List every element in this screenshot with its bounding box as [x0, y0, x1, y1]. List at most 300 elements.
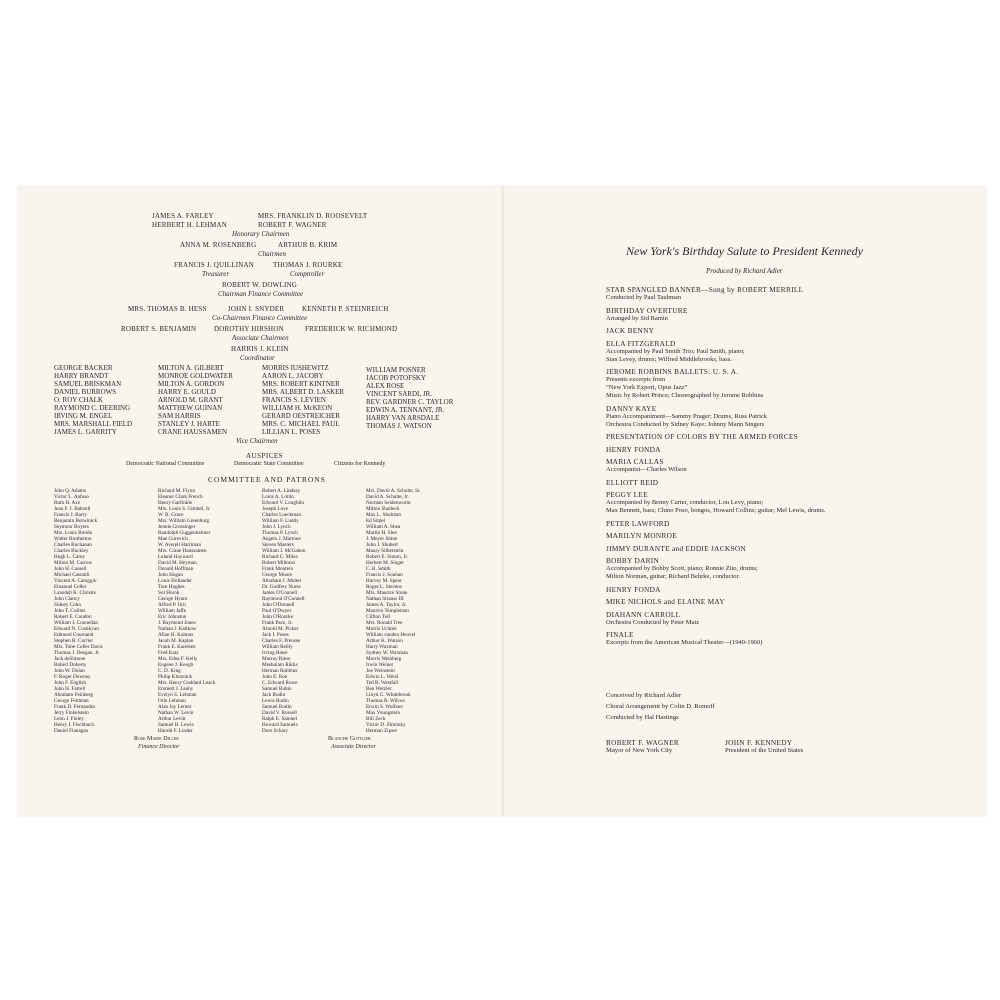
patron-name: Leland Hayward: [158, 554, 193, 560]
patron-name: C. D. King: [158, 668, 181, 674]
patron-name: Ralph E. Samuel: [262, 716, 298, 722]
patron-name: Mrs. David A. Schulte, Sr.: [366, 488, 421, 494]
program-item: [606, 326, 886, 335]
patron-name: Harold F. Linder: [158, 728, 193, 734]
program-item-heading: PETER LAWFORD: [606, 518, 670, 528]
patron-name: Victor L. Anfuso: [54, 494, 89, 500]
vice-chairman: MATTHEW GUINAN: [158, 404, 223, 412]
officer-caption: Treasurer: [202, 270, 230, 278]
vice-chairman: VINCENT SARDI, JR.: [366, 390, 432, 398]
patron-name: Herman Robbins: [262, 668, 298, 674]
patron-name: C. R. Smith: [366, 566, 391, 572]
program-title: New York's Birthday Salute to President Kennedy: [626, 244, 863, 258]
officer-caption: Chairmen: [258, 250, 286, 258]
patron-name: F. Roger Downey: [54, 674, 91, 680]
program-item: [606, 306, 886, 323]
program-item-heading: JEROME ROBBINS BALLETS: U. S. A.: [606, 367, 739, 376]
patron-name: William Jaffe: [158, 608, 187, 614]
program-item-detail: Music by Robert Prince; Choreographed by Jerome Robbins: [606, 392, 764, 399]
program-item-heading: BIRTHDAY OVERTURE: [606, 305, 688, 315]
director-name: Rose Marie Diller: [134, 736, 179, 742]
program-list: [606, 285, 886, 647]
officer-name: ANNA M. ROSENBERG: [180, 241, 257, 249]
auspice-item: Democratic National Committee: [126, 461, 205, 467]
vice-chairmen-column: [158, 364, 233, 436]
patron-name: Robert E. Condon: [54, 614, 92, 620]
patron-name: Hugh L. Carey: [54, 554, 85, 560]
vice-chairman: SAM HARRIS: [158, 412, 201, 420]
officer-name: FRANCIS J. QUILLINAN: [174, 261, 255, 269]
patron-name: Alfred P. Ilch: [158, 602, 186, 608]
patron-name: Francis J. Barry: [54, 512, 87, 518]
patron-name: Richard C. Miles: [262, 554, 298, 560]
patron-name: Donald Hoffman: [158, 566, 194, 572]
patron-name: Mrs. Edna F. Kelly: [158, 656, 198, 662]
patron-name: Ruth H. Axe: [54, 500, 81, 506]
patron-name: David A. Schulte, Jr.: [366, 494, 409, 500]
patron-name: Jerry Finkelstein: [54, 710, 89, 716]
program-item-heading: JIMMY DURANTE and EDDIE JACKSON: [606, 543, 746, 553]
program-item-detail: Stan Levey, drums; Wilfred Middlebrooks, bass.: [606, 355, 732, 363]
patron-name: Mrs. Tobe Coller Davis: [54, 644, 103, 650]
patron-name: John H. Farrell: [54, 686, 86, 692]
program-item-detail: Max Bennett, bass; Chino Poso, bongos, Howard Collins; guitar; Mel Lewis, drums.: [606, 507, 826, 514]
program-item-detail: Orchestra Conducted by Peter Matz: [606, 618, 700, 626]
vice-chairman: AARON L. JACOBY: [262, 372, 324, 380]
patron-name: Jack deSimone: [54, 656, 86, 662]
patron-name: Thomas P. Lynch: [262, 530, 298, 536]
vice-chairman: GERARD OESTREICHER: [262, 412, 340, 420]
program-item: [606, 544, 886, 553]
patron-name: Bill Zeck: [366, 716, 386, 722]
patron-name: W. Averell Harriman: [158, 542, 202, 548]
officer-name: FREDERICK W. RICHMOND: [305, 325, 398, 333]
vice-chairman: IRVING M. ENGEL: [54, 412, 113, 420]
patron-name: Henry J. Fischbach: [54, 722, 94, 728]
patron-name: Evelyn S. Lehman: [158, 692, 197, 698]
patrons-column: [262, 488, 305, 734]
patron-name: Dr. Godfrey Nurse: [262, 584, 301, 590]
patron-name: Dore Schary: [262, 728, 289, 734]
patron-name: George Feldman: [54, 698, 89, 704]
vice-chairman: GEORGE BACKER: [54, 364, 113, 372]
patron-name: Charles Buckley: [54, 548, 89, 554]
patron-name: Louis Hollander: [158, 578, 192, 584]
patron-name: Edwin L. Weisl: [366, 674, 399, 680]
patron-name: Sydney W. Waxman: [366, 650, 408, 656]
credit-line: Conducted by Hal Hastings: [606, 714, 679, 721]
officer-name: HERBERT H. LEHMAN: [152, 221, 227, 229]
patron-name: William F. Luddy: [262, 518, 299, 524]
patron-name: Richard M. Flynn: [158, 488, 196, 494]
patron-name: Seymour Boyers: [54, 524, 89, 530]
patron-name: Robert Doherty: [54, 662, 87, 668]
patron-name: Paul O'Dwyer: [262, 608, 292, 614]
program-item-detail: Accompanied by Bobby Scott, piano; Ronnie Zito, drums;: [606, 565, 758, 572]
patron-name: Joe Weinstein: [366, 668, 395, 674]
program-item-heading: MARIA CALLAS: [606, 457, 664, 466]
vice-chairman: MILTON A. GILBERT: [158, 364, 224, 372]
patron-name: Edward N. Costikyan: [54, 626, 99, 632]
officer-name: HARRIS J. KLEIN: [231, 345, 289, 353]
vice-chairman: FRANCIS S. LEVIEN: [262, 396, 326, 404]
program-item-detail: Conducted by Paul Taubman: [606, 294, 682, 301]
program-item: [606, 610, 886, 627]
vice-chairman: ALEX ROSE: [366, 382, 405, 390]
program-item-heading: ELLA FITZGERALD: [606, 338, 676, 348]
patron-name: John J. Lynch: [262, 524, 291, 530]
patron-name: Mrs. Crane Haussamen: [158, 548, 207, 554]
patron-name: Samuel Rudin: [262, 704, 292, 710]
patrons-column: [158, 488, 215, 734]
patron-name: William A. Shea: [366, 524, 401, 530]
program-item-heading: FINALE: [606, 630, 634, 639]
patron-name: Samuel Rubin: [262, 686, 292, 692]
credit-line: Choral Arrangement by Colin D. Romoff: [606, 703, 715, 710]
patron-name: C. Edward Rowe: [262, 680, 298, 686]
program-item: [606, 519, 886, 528]
patron-name: Sol Hurok: [158, 590, 180, 596]
auspice-item: Democratic State Committee: [234, 461, 304, 467]
patron-name: Frank Pace, Jr.: [262, 620, 293, 626]
vice-chairman: MRS. C. MICHAEL PAUL: [262, 420, 340, 428]
officer-name: JAMES A. FARLEY: [152, 212, 214, 220]
credits-list: [606, 690, 886, 723]
patron-name: Clifton Toll: [366, 614, 391, 620]
patron-name: Irving Riese: [262, 650, 288, 656]
patron-name: Angelo J. Martone: [262, 536, 301, 542]
vice-chairman: HARRY VAN ARSDALE: [366, 414, 440, 422]
patrons-column: [54, 488, 103, 734]
officer-caption: Honorary Chairmen: [232, 230, 290, 238]
patron-name: Victor D. Zimirsky: [366, 722, 406, 728]
patron-name: John E. Roe: [262, 674, 288, 680]
committee-heading: COMMITTEE AND PATRONS: [208, 475, 326, 484]
vice-chairman: RAYMOND C. DEERING: [54, 404, 131, 412]
vice-chairman: MORRIS IUSHEWITZ: [262, 364, 329, 372]
patron-name: Jacob M. Kaplan: [158, 638, 194, 644]
patron-name: David V. Russell: [262, 710, 297, 716]
program-item-detail: Accompanied by Benny Carter, conductor, Lou Levy, piano;: [606, 499, 764, 506]
patron-name: Philip Klutznick: [158, 674, 193, 680]
director-caption: Associate Director: [331, 744, 376, 750]
patron-name: John Hogan: [158, 572, 183, 578]
patron-name: John Clancy: [54, 596, 80, 602]
patron-name: Frank D. Fernandez: [54, 704, 96, 710]
signer-name: JOHN F. KENNEDY: [725, 738, 793, 747]
patron-name: Mrs. Henry Goddard Leach: [158, 680, 216, 686]
patron-name: Charles Buchanan: [54, 542, 92, 548]
patron-name: Robert E. Simon, Jr.: [366, 554, 409, 560]
program-item-detail: Presents excerpts from: [606, 376, 666, 383]
patron-name: Norman Seidenwurm: [366, 500, 411, 506]
patron-name: Frank E. Karelsen: [158, 644, 196, 650]
program-item-heading: HENRY FONDA: [606, 444, 661, 454]
vice-chairman: MRS. ALBERT D. LASKER: [262, 388, 345, 396]
patron-name: Eleanor Clark French: [158, 494, 203, 500]
patron-name: Milton M. Carrow: [54, 560, 93, 566]
patron-name: Max L. Shulman: [366, 512, 402, 518]
program-item-detail: Orchestra Conducted by Sidney Kaye; Johnny Mann Singers: [606, 420, 765, 428]
patron-name: William Reilly: [262, 644, 293, 650]
program-item-heading: PRESENTATION OF COLORS BY THE ARMED FORCES: [606, 432, 799, 441]
officer-name: DOROTHY HIRSHON: [214, 325, 284, 333]
patron-name: David M. Heyman: [158, 560, 197, 566]
patron-name: Howard Samuels: [262, 722, 298, 728]
vice-chairman: REV. GARDNER C. TAYLOR: [366, 398, 454, 406]
patron-name: Orin Lehman: [158, 698, 186, 704]
vice-chairman: WILLIAM H. McKEON: [262, 404, 333, 412]
vice-chairman: HARRY E. GOULD: [158, 388, 216, 396]
program-item-heading: MARILYN MONROE: [606, 531, 677, 540]
patron-name: Mrs. Louis S. Gimbel, Jr.: [158, 506, 211, 512]
program-item-detail: Piano Accompaniment—Sammy Prager; Drums, Russ Patrick: [606, 412, 768, 420]
officer-name: ROBERT F. WAGNER: [258, 221, 327, 229]
program-item: [606, 490, 886, 515]
patron-name: Robert Millonzi: [262, 560, 296, 566]
patron-name: Samuel B. Lewis: [158, 722, 194, 728]
patron-name: Mrs. Louis Breido: [54, 530, 93, 536]
patron-name: Lloyd G. Whitebrook: [366, 692, 411, 698]
program-item-detail: Accompanied by Paul Smith Trio; Paul Smith, piano;: [606, 347, 745, 355]
program-item: [606, 404, 886, 429]
patron-name: John W. Dolan: [54, 668, 85, 674]
patron-name: Leon J. Finley: [54, 716, 84, 722]
program-item: [606, 432, 886, 441]
patron-name: Emanuel Celler: [54, 584, 87, 590]
patron-name: Lewis Rudin: [262, 698, 289, 704]
patron-name: James O'Connell: [262, 590, 298, 596]
patron-name: John T. Collins: [54, 608, 86, 614]
vice-chairman: ARNOLD M. GRANT: [158, 396, 223, 404]
patron-name: Tom Hughes: [158, 584, 185, 590]
vice-chairman: SAMUEL BRISKMAN: [54, 380, 122, 388]
patron-name: Francis J. Souhan: [366, 572, 403, 578]
patron-name: Meshulam Riklis: [262, 662, 298, 668]
patron-name: John O'Donnell: [262, 602, 295, 608]
patron-name: Vincent A. Catoggio: [54, 578, 97, 584]
auspices-heading: AUSPICES: [246, 452, 284, 460]
patron-name: Maurice Templeman: [366, 608, 409, 614]
patron-name: Harvey M. Spear: [366, 578, 402, 584]
producer-credit: Produced by Richard Adler: [706, 267, 783, 275]
program-item: [606, 367, 886, 400]
patron-name: William J. Connellan: [54, 620, 99, 626]
patron-name: Herman Zipser: [366, 728, 398, 734]
patron-name: John F. English: [54, 680, 87, 686]
patron-name: Mrs. Maurice Stone: [366, 590, 408, 596]
signer-role: President of the United States: [725, 747, 804, 754]
patron-name: Jean F. J. Baltzell: [54, 506, 91, 512]
patron-name: W. R. Grace: [158, 512, 184, 518]
patron-name: John H. Cassell: [54, 566, 87, 572]
program-item-heading: PEGGY LEE: [606, 490, 648, 499]
vice-chairmen-column: [54, 364, 132, 436]
patron-name: Ted B. Westfall: [366, 680, 399, 686]
patron-name: John Q. Adams: [54, 488, 86, 494]
patron-name: Irwin Weiner: [366, 662, 394, 668]
vice-chairman: WILLIAM POSNER: [366, 366, 426, 374]
officer-name: MRS. THOMAS B. HESS: [128, 305, 207, 313]
patron-name: Ed Sitpel: [366, 518, 386, 524]
program-item: [606, 531, 886, 540]
officer-caption: Associate Chairmen: [232, 334, 289, 342]
patron-name: Mae Gurevich: [158, 536, 188, 542]
officer-caption: Vice Chairmen: [236, 437, 278, 445]
officer-caption: Co-Chairmen Finance Committee: [212, 314, 308, 322]
patron-name: Mrs. William Greenburg: [158, 518, 210, 524]
patron-name: Nathan Strauss III: [366, 596, 404, 602]
patron-name: Charles Lueckman: [262, 512, 302, 518]
patron-name: Milton Shalleck: [366, 506, 400, 512]
patron-name: Nathan I. Kalikow: [158, 626, 197, 632]
patron-name: Murray Riese: [262, 656, 291, 662]
patron-name: Michael Castaldi: [54, 572, 90, 578]
program-item-heading: STAR SPANGLED BANNER—Sung by ROBERT MERRILL: [606, 285, 804, 294]
patron-name: Frank Montero: [262, 566, 294, 572]
patron-name: Mrs. Ronald Tree: [366, 620, 403, 626]
vice-chairman: CRANE HAUSSAMEN: [158, 428, 228, 436]
program-item-detail: Milton Norman, guitar; Richard Behrke, conductor.: [606, 573, 740, 580]
vice-chairman: EDWIN A. TENNANT, JR.: [366, 406, 445, 414]
patron-name: Arthur Levitt: [158, 716, 186, 722]
officer-caption: Coordinator: [240, 354, 275, 362]
patron-name: John O'Rourke: [262, 614, 294, 620]
patron-name: Daniel Flanagan: [54, 728, 89, 734]
program-item-heading: ELLIOTT REID: [606, 477, 659, 487]
signer-name: ROBERT F. WAGNER: [606, 738, 680, 747]
patron-name: Maury Silberstein: [366, 548, 404, 554]
program-item-heading: HENRY FONDA: [606, 584, 661, 594]
patron-name: Steven Masters: [262, 542, 294, 548]
patron-name: Arthur K. Watson: [366, 638, 403, 644]
patron-name: Ben Wetzler: [366, 686, 392, 692]
patron-name: Jack I. Poses: [262, 632, 289, 638]
program-item-heading: MIKE NICHOLS and ELAINE MAY: [606, 597, 725, 606]
patron-name: Randolph Guggenheimer: [158, 530, 211, 536]
patron-name: Lansdell K. Christie: [54, 590, 96, 596]
patron-name: Eugene J. Keogh: [158, 662, 194, 668]
patron-name: J. Raymond Jones: [158, 620, 196, 626]
vice-chairman: JACOB POTOFSKY: [366, 374, 426, 382]
patron-name: Alan Jay Lerner: [158, 704, 192, 710]
patron-name: William vanden Heuvel: [366, 632, 416, 638]
program-item-heading: DIAHANN CARROLL: [606, 609, 681, 619]
patron-name: Benjamin Botwinick: [54, 518, 98, 524]
program-item-heading: JACK BENNY: [606, 326, 655, 335]
vice-chairman: O. ROY CHALK: [54, 396, 103, 404]
patron-name: Jack Rudin: [262, 692, 286, 698]
signer-role: Mayor of New York City: [606, 747, 673, 754]
program-item: [606, 585, 886, 594]
officer-name: THOMAS J. ROURKE: [273, 261, 343, 269]
patron-name: Edward V. Loughlin: [262, 500, 305, 506]
patron-name: Walter Brotherton: [54, 536, 92, 542]
director-name: Blanche Gottlieb: [328, 736, 371, 742]
officer-name: MRS. FRANKLIN D. ROOSEVELT: [258, 212, 368, 220]
patron-name: Allan H. Kalmus: [158, 632, 194, 638]
patrons-column: [366, 488, 421, 734]
patron-name: Eric Johnston: [158, 614, 187, 620]
program-item-heading: DANNY KAYE: [606, 403, 657, 413]
director-caption: Finance Director: [138, 744, 180, 750]
program-item-detail: Excerpts from the American Musical Theater—(1940-1960): [606, 639, 763, 646]
officer-name: ARTHUR B. KRIM: [278, 241, 338, 249]
officer-caption: Comptroller: [290, 270, 325, 278]
officer-name: ROBERT S. BENJAMIN: [121, 325, 197, 333]
patron-name: Martin H. Sher: [366, 530, 398, 536]
patron-name: Stephen R. Currier: [54, 638, 94, 644]
patron-name: Jennie Grossinger: [158, 524, 196, 530]
patron-name: John J. Shubert: [366, 542, 398, 548]
patron-name: Joseph Love: [262, 506, 289, 512]
vice-chairman: JAMES L. GARRITY: [54, 428, 117, 436]
patron-name: Max Youngstein: [366, 710, 401, 716]
patron-name: Fred Katz: [158, 650, 179, 656]
patron-name: Roger L. Stevens: [366, 584, 402, 590]
patron-name: Edmund Cournand: [54, 632, 94, 638]
patron-name: William J. McGahon: [262, 548, 306, 554]
vice-chairman: DANIEL BURROWS: [54, 388, 117, 396]
patron-name: Abraham Feinberg: [54, 692, 93, 698]
patron-name: Thomas R. Wilcox: [366, 698, 406, 704]
vice-chairman: THOMAS J. WATSON: [366, 422, 432, 430]
program-item: [606, 556, 886, 581]
patron-name: George Hyam: [158, 596, 188, 602]
patron-name: Sidney Cohn: [54, 602, 81, 608]
patron-name: George Moore: [262, 572, 293, 578]
vice-chairman: HARRY BRANDT: [54, 372, 109, 380]
vice-chairman: LILLIAN L. POSES: [262, 428, 321, 436]
vice-chairmen-column: [262, 364, 344, 436]
patron-name: J. Meyer Shine: [366, 536, 398, 542]
patron-name: Erwin S. Wolfson: [366, 704, 403, 710]
program-item-detail: Accompanist—Charles Wilson: [606, 466, 687, 473]
patron-name: Herbert M. Singer: [366, 560, 404, 566]
program-item: [606, 597, 886, 606]
patron-name: Abraham J. Multer: [262, 578, 302, 584]
patron-name: Raymond O'Connell: [262, 596, 305, 602]
program-item: [606, 285, 886, 302]
vice-chairmen-column: [366, 366, 453, 430]
credit-line: Conceived by Richard Adler: [606, 692, 682, 699]
program-item: [606, 339, 886, 364]
officer-name: ROBERT W. DOWLING: [222, 281, 297, 289]
program-item: [606, 457, 886, 474]
program-item: [606, 630, 886, 647]
patron-name: Thomas J. Deegan, Jr.: [54, 650, 100, 656]
program-item-heading: BOBBY DARIN: [606, 556, 660, 565]
patron-name: Harry Waxman: [366, 644, 398, 650]
center-fold: [502, 186, 504, 816]
patron-name: Emmett J. Leahy: [158, 686, 194, 692]
vice-chairman: MONROE GOLDWATER: [158, 372, 233, 380]
officer-name: JOHN I. SNYDER: [228, 305, 285, 313]
patron-name: Morris Weinberg: [366, 656, 402, 662]
patron-name: Charles F. Preusse: [262, 638, 301, 644]
patron-name: Robert A. Lindsay: [262, 488, 301, 494]
patron-name: Arnold M. Picker: [262, 626, 299, 632]
officer-caption: Chairman Finance Committee: [218, 290, 304, 298]
patron-name: James A. Taylor, Jr.: [366, 602, 407, 608]
patron-name: Morris Uchitel: [366, 626, 397, 632]
vice-chairman: MILTON A. GORDON: [158, 380, 225, 388]
patron-name: Henry Garfinkle: [158, 500, 193, 506]
vice-chairman: STANLEY J. HARTE: [158, 420, 220, 428]
program-item-detail: “New York Export, Opus Jazz”: [606, 384, 688, 391]
vice-chairman: MRS. ROBERT KINTNER: [262, 380, 340, 388]
patron-name: Nathan W. Levin: [158, 710, 194, 716]
